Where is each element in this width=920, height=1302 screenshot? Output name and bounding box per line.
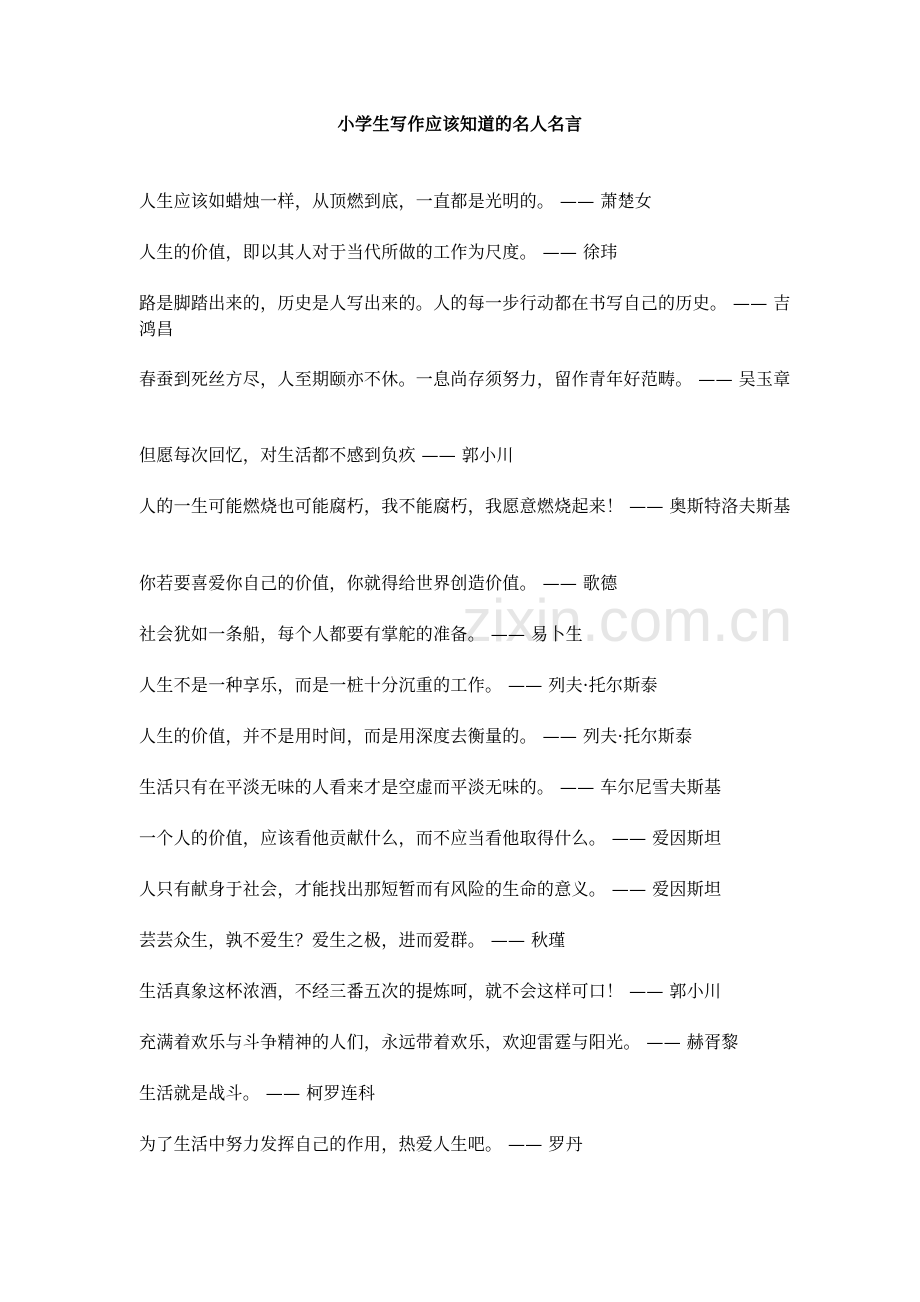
quote-item: 社会犹如一条船，每个人都要有掌舵的准备。 —— 易卜生 xyxy=(139,625,583,645)
page-title: 小学生写作应该知道的名人名言 xyxy=(337,115,583,135)
watermark: zixin.com.cn xyxy=(462,587,793,654)
quote-item: 芸芸众生，孰不爱生？爱生之极，进而爱群。 —— 秋瑾 xyxy=(139,931,566,951)
quote-item: 你若要喜爱你自己的价值，你就得给世界创造价值。 —— 歌德 xyxy=(139,574,618,594)
quote-item: 生活只有在平淡无味的人看来才是空虚而平淡无味的。 —— 车尔尼雪夫斯基 xyxy=(139,778,722,798)
quote-item: 生活真象这杯浓酒，不经三番五次的提炼呵，就不会这样可口！ —— 郭小川 xyxy=(139,982,722,1002)
quote-item: 充满着欢乐与斗争精神的人们，永远带着欢乐，欢迎雷霆与阳光。 —— 赫胥黎 xyxy=(139,1033,739,1053)
quote-item: 生活就是战斗。 —— 柯罗连科 xyxy=(139,1084,376,1104)
quote-item: 人的一生可能燃烧也可能腐朽，我不能腐朽，我愿意燃烧起来！ —— 奥斯特洛夫斯基 xyxy=(139,497,791,517)
quote-item: 春蚕到死丝方尽，人至期颐亦不休。一息尚存须努力，留作青年好范畴。 —— 吴玉章 xyxy=(139,370,791,390)
quote-item: 但愿每次回忆，对生活都不感到负疚 —— 郭小川 xyxy=(139,446,514,466)
quote-item: 人生不是一种享乐，而是一桩十分沉重的工作。 —— 列夫·托尔斯泰 xyxy=(139,676,658,696)
quote-item: 人生的价值，即以其人对于当代所做的工作为尺度。 —— 徐玮 xyxy=(139,243,618,263)
quote-item: 人只有献身于社会，才能找出那短暂而有风险的生命的意义。 —— 爱因斯坦 xyxy=(139,880,722,900)
quote-item: 一个人的价值，应该看他贡献什么，而不应当看他取得什么。 —— 爱因斯坦 xyxy=(139,829,722,849)
quote-item: 人生的价值，并不是用时间，而是用深度去衡量的。 —— 列夫·托尔斯泰 xyxy=(139,727,693,747)
quote-item: 为了生活中努力发挥自己的作用，热爱人生吧。 —— 罗丹 xyxy=(139,1135,583,1155)
quote-item: 路是脚踏出来的，历史是人写出来的。人的每一步行动都在书写自己的历史。 —— 吉鸿昌 xyxy=(139,294,791,340)
quote-item: 人生应该如蜡烛一样，从顶燃到底，一直都是光明的。 —— 萧楚女 xyxy=(139,192,653,212)
